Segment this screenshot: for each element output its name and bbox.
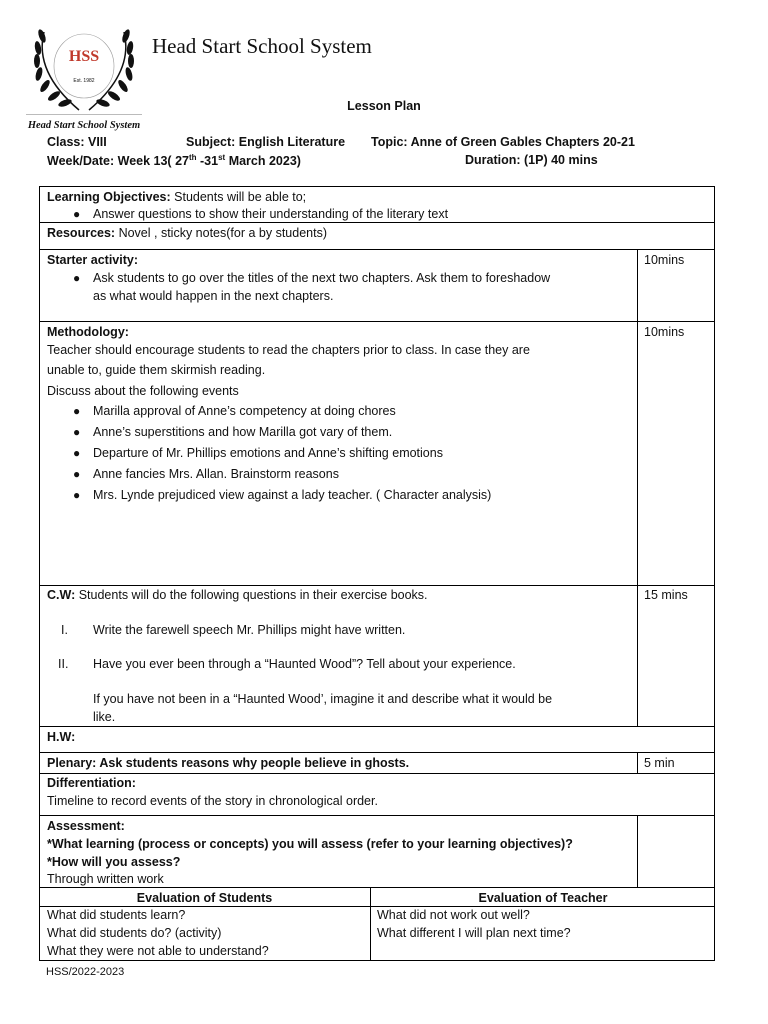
students-evaluation-item: What did students learn? — [47, 908, 186, 922]
resources-row: Resources: Novel , sticky notes(for a by students) — [47, 226, 327, 240]
bullet-icon: ● — [73, 467, 81, 481]
bullet-icon: ● — [73, 488, 81, 502]
methodology-line: Teacher should encourage students to read the chapters prior to class. In case they are — [47, 343, 530, 357]
objective-item: Answer questions to show their understanding of the literary text — [93, 207, 449, 221]
students-evaluation-header: Evaluation of Students — [136, 891, 273, 905]
methodology-label: Methodology: — [47, 325, 129, 339]
time-column-divider — [637, 815, 638, 887]
methodology-item: Marilla approval of Anne’s competency at doing chores — [93, 404, 396, 418]
logo-text: HSS — [68, 48, 100, 65]
row-divider — [39, 249, 715, 250]
classwork-item-number: I. — [61, 623, 68, 637]
classwork-item: Write the farewell speech Mr. Phillips might have written. — [93, 623, 406, 637]
plenary-time: 5 min — [644, 756, 675, 770]
classwork-row: C.W: Students will do the following questions in their exercise books. — [47, 588, 428, 602]
teacher-evaluation-item: What different I will plan next time? — [377, 926, 571, 940]
students-evaluation-item: What they were not able to understand? — [47, 944, 269, 958]
classwork-extra-line: If you have not been in a “Haunted Wood’, imagine it and describe what it would be — [93, 692, 553, 706]
plenary-text: Plenary: Ask students reasons why people believe in ghosts. — [47, 756, 410, 770]
classwork-item: Have you ever been through a “Haunted Wood”? Tell about your experience. — [93, 657, 516, 671]
methodology-item: Departure of Mr. Phillips emotions and Anne’s shifting emotions — [93, 446, 443, 460]
objectives-row: Learning Objectives: Students will be able to; — [47, 190, 307, 204]
bullet-icon: ● — [73, 404, 81, 418]
row-divider — [39, 906, 715, 907]
row-divider — [39, 585, 715, 586]
classwork-extra-line: like. — [93, 710, 116, 724]
assessment-answer: Through written work — [47, 872, 164, 886]
classwork-item-number: II. — [58, 657, 69, 671]
time-column-divider — [637, 752, 638, 773]
bullet-icon: ● — [73, 425, 81, 439]
row-divider — [39, 321, 715, 322]
starter-item-line1: Ask students to go over the titles of the next two chapters. Ask them to foreshadow — [93, 271, 551, 285]
homework-label: H.W: — [47, 730, 76, 744]
row-divider — [39, 752, 715, 753]
row-divider — [39, 773, 715, 774]
school-name: Head Start School System — [152, 34, 372, 58]
time-column-divider — [637, 249, 638, 726]
assessment-label: Assessment: — [47, 819, 125, 833]
doc-title: Lesson Plan — [347, 99, 421, 113]
differentiation-label: Differentiation: — [47, 776, 136, 790]
subject-label: Subject: English Literature — [186, 135, 346, 149]
methodology-item: Mrs. Lynde prejudiced view against a lady teacher. ( Character analysis) — [93, 488, 492, 502]
methodology-item: Anne’s superstitions and how Marilla got vary of them. — [93, 425, 393, 439]
bullet-icon: ● — [73, 446, 81, 460]
methodology-line: unable to, guide them skirmish reading. — [47, 363, 266, 377]
methodology-line: Discuss about the following events — [47, 384, 239, 398]
logo-script-text: Head Start School System — [27, 120, 141, 131]
row-divider — [39, 222, 715, 223]
class-label: Class: VIII — [47, 135, 107, 149]
classwork-time: 15 mins — [644, 588, 688, 602]
bullet-icon: ● — [73, 271, 81, 285]
duration-label: Duration: (1P) 40 mins — [465, 153, 598, 167]
logo-underline — [26, 114, 142, 115]
row-divider — [39, 887, 715, 888]
starter-item-line2: as what would happen in the next chapters. — [93, 289, 334, 303]
starter-label: Starter activity: — [47, 253, 139, 267]
assessment-question: *What learning (process or concepts) you will assess (refer to your learning objectives)? — [47, 837, 573, 851]
teacher-evaluation-header: Evaluation of Teacher — [478, 891, 608, 905]
differentiation-text: Timeline to record events of the story in chronological order. — [47, 794, 378, 808]
students-evaluation-item: What did students do? (activity) — [47, 926, 222, 940]
topic-label: Topic: Anne of Green Gables Chapters 20-21 — [371, 135, 635, 149]
row-divider — [39, 815, 715, 816]
logo-est: Est. 1982 — [73, 78, 95, 84]
row-divider — [39, 726, 715, 727]
starter-time: 10mins — [644, 253, 685, 267]
footer-code: HSS/2022-2023 — [46, 966, 125, 978]
assessment-question: *How will you assess? — [47, 855, 181, 869]
week-date-label: Week/Date: Week 13( 27th -31st March 2023) — [47, 153, 301, 169]
bullet-icon: ● — [73, 207, 81, 221]
teacher-evaluation-item: What did not work out well? — [377, 908, 530, 922]
methodology-item: Anne fancies Mrs. Allan. Brainstorm reasons — [93, 467, 339, 481]
methodology-time: 10mins — [644, 325, 685, 339]
